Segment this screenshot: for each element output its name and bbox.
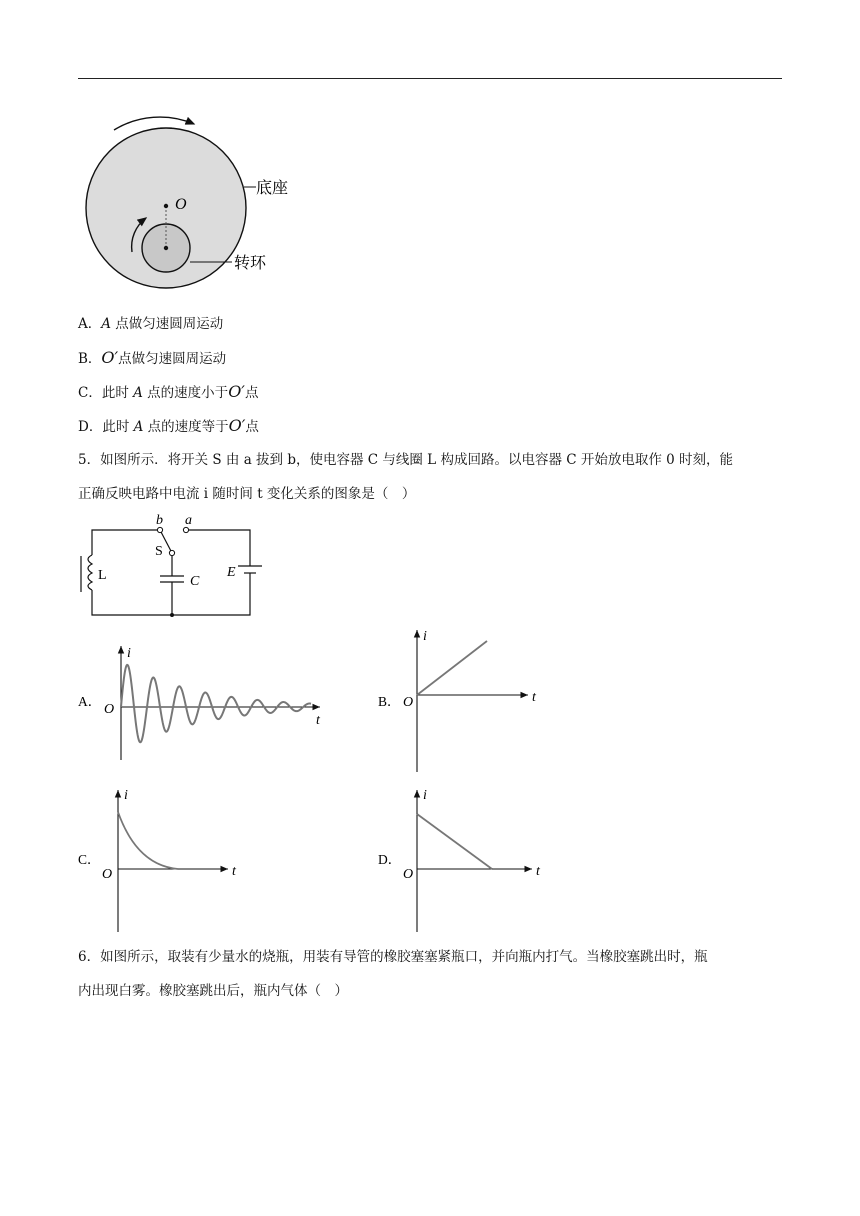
question-6-line-2: 内出现白雾。橡胶塞跳出后，瓶内气体（ ） [78,983,348,999]
question-5-line-2: 正确反映电路中电流 i 随时间 t 变化关系的图象是（ ） [78,486,416,502]
graph-c [78,788,237,932]
label-b: b [156,513,163,528]
graph-c-origin: O [102,867,113,882]
label-center-o: O [175,196,187,213]
label-s: S [155,544,163,559]
option-d: D．此时 A 点的速度等于O′点 [78,416,259,435]
graph-d-x-label: t [536,864,540,879]
option-c: C．此时 A 点的速度小于O′点 [78,382,259,401]
exponential-decay-curve [118,812,178,869]
question-6 [78,940,782,1008]
graph-b [378,629,537,772]
label-c: C [190,574,200,589]
graph-c-y-label: i [124,788,128,803]
graph-c-letter: C． [78,852,101,867]
graph-b-x-label: t [532,690,536,705]
damped-oscillation-curve [121,665,311,742]
graph-b-origin: O [403,695,414,710]
label-ring: 转环 [234,255,267,272]
graph-a-origin: O [104,702,115,717]
option-a: A．A 点做匀速圆周运动 [78,316,224,332]
linear-decrease-line [417,814,492,869]
graph-a-y-label: i [127,646,131,661]
question-6-line-1: 6．如图所示，取装有少量水的烧瓶，用装有导管的橡胶塞塞紧瓶口，并向瓶内打气。当橡胶塞跳出时，瓶 [78,949,708,965]
question-5-line-1: 5．如图所示．将开关 S 由 a 拔到 b，使电容器 C 与线圈 L 构成回路。以电容器 C 开始放电取作 0 时刻，能 [78,452,734,468]
label-l: L [98,568,107,583]
graph-d-y-label: i [423,788,427,803]
graph-b-y-label: i [423,629,427,644]
graph-d-letter: D． [378,852,402,867]
linear-increase-line [417,641,487,695]
graph-d-origin: O [403,867,414,882]
label-e: E [227,565,236,580]
graph-d [378,788,541,932]
option-b: B．O′点做匀速圆周运动 [78,348,227,367]
graph-c-x-label: t [232,864,236,879]
graph-b-letter: B． [378,694,401,709]
label-base: 底座 [256,180,289,197]
graph-a-letter: A． [78,694,102,709]
graph-a-x-label: t [316,713,320,728]
graph-a [78,646,321,760]
label-a: a [185,513,192,528]
